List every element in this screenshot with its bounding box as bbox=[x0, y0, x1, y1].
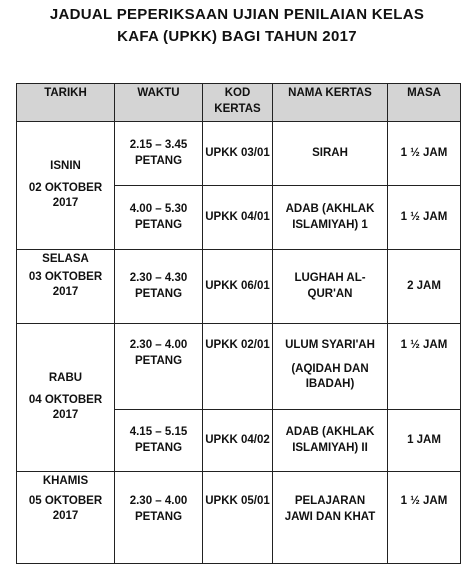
paper-name-line-2: QUR'AN bbox=[307, 287, 353, 300]
header-kod-line-2: KERTAS bbox=[214, 102, 261, 115]
day-label: RABU bbox=[48, 372, 83, 385]
date-cell-isnin bbox=[17, 122, 115, 250]
duration-cell: 1 ½ JAM bbox=[388, 186, 461, 250]
paper-name: ADAB (AKHLAK bbox=[285, 202, 375, 215]
time-cell bbox=[115, 250, 203, 324]
date-cell-selasa bbox=[17, 250, 115, 324]
paper-name-line-2: (AQIDAH DAN bbox=[291, 362, 369, 375]
time-cell bbox=[115, 324, 203, 410]
table-row bbox=[17, 324, 461, 410]
time-range: 2.30 – 4.00 bbox=[129, 339, 188, 351]
header-tarikh: TARIKH bbox=[17, 84, 115, 122]
paper-name-line-3: IBADAH) bbox=[305, 378, 355, 391]
paper-name-cell bbox=[273, 122, 388, 186]
header-nama-kertas: NAMA KERTAS bbox=[273, 84, 388, 122]
time-period: PETANG bbox=[134, 154, 183, 167]
time-period: PETANG bbox=[134, 441, 183, 454]
exam-schedule-table bbox=[16, 83, 461, 564]
day-label: KHAMIS bbox=[42, 475, 89, 487]
date-cell-rabu bbox=[17, 324, 115, 472]
document-title-line-1: JADUAL PEPERIKSAAN UJIAN PENILAIAN KELAS bbox=[49, 6, 425, 23]
time-cell bbox=[115, 186, 203, 250]
date-label: 02 OKTOBER 2017 bbox=[28, 181, 103, 210]
paper-name: LUGHAH AL- bbox=[294, 271, 366, 284]
date-cell-khamis bbox=[17, 472, 115, 564]
time-period: PETANG bbox=[134, 218, 183, 231]
code-cell: UPKK 04/01 bbox=[203, 186, 273, 250]
header-kod-line-1: KOD bbox=[224, 87, 251, 99]
code-cell: UPKK 05/01 bbox=[203, 472, 273, 564]
time-cell bbox=[115, 410, 203, 472]
code-cell: UPKK 04/02 bbox=[203, 410, 273, 472]
code-cell: UPKK 03/01 bbox=[203, 122, 273, 186]
date-label: 03 OKTOBER 2017 bbox=[28, 270, 103, 299]
paper-name-cell bbox=[273, 472, 388, 564]
code-cell: UPKK 06/01 bbox=[203, 250, 273, 324]
paper-name-cell bbox=[273, 410, 388, 472]
time-period: PETANG bbox=[134, 287, 183, 300]
paper-name: ADAB (AKHLAK bbox=[285, 425, 375, 438]
code-cell: UPKK 02/01 bbox=[203, 324, 273, 410]
duration-cell: 2 JAM bbox=[388, 250, 461, 324]
header-kod-kertas bbox=[203, 84, 273, 122]
date-label: 05 OKTOBER 2017 bbox=[28, 494, 103, 523]
day-label: ISNIN bbox=[50, 160, 81, 173]
duration-cell: 1 ½ JAM bbox=[388, 472, 461, 564]
duration-cell: 1 ½ JAM bbox=[388, 122, 461, 186]
time-range: 2.30 – 4.00 bbox=[129, 495, 188, 507]
document-title-line-2: KAFA (UPKK) BAGI TAHUN 2017 bbox=[117, 28, 357, 45]
paper-name: SIRAH bbox=[312, 146, 348, 159]
paper-name-line-2: JAWI DAN KHAT bbox=[284, 510, 376, 523]
time-period: PETANG bbox=[134, 510, 183, 523]
day-label: SELASA bbox=[42, 253, 89, 265]
table-row bbox=[17, 250, 461, 324]
time-cell bbox=[115, 122, 203, 186]
time-cell bbox=[115, 472, 203, 564]
paper-name-line-2: ISLAMIYAH) 1 bbox=[292, 218, 368, 231]
paper-name: ULUM SYARI'AH bbox=[285, 339, 375, 351]
duration-cell: 1 JAM bbox=[388, 410, 461, 472]
paper-name: PELAJARAN bbox=[294, 495, 366, 507]
paper-name-cell bbox=[273, 250, 388, 324]
time-range: 2.15 – 3.45 bbox=[129, 138, 188, 151]
paper-name-cell bbox=[273, 324, 388, 410]
paper-name-line-2: ISLAMIYAH) II bbox=[292, 441, 368, 454]
header-waktu: WAKTU bbox=[115, 84, 203, 122]
duration-cell: 1 ½ JAM bbox=[388, 324, 461, 410]
date-label: 04 OKTOBER 2017 bbox=[28, 393, 103, 422]
header-row bbox=[17, 84, 461, 122]
time-range: 2.30 – 4.30 bbox=[129, 271, 188, 284]
time-period: PETANG bbox=[134, 354, 183, 367]
table-row bbox=[17, 122, 461, 186]
time-range: 4.00 – 5.30 bbox=[129, 202, 188, 215]
table-row bbox=[17, 472, 461, 564]
time-range: 4.15 – 5.15 bbox=[129, 425, 188, 438]
paper-name-cell bbox=[273, 186, 388, 250]
header-masa: MASA bbox=[388, 84, 461, 122]
